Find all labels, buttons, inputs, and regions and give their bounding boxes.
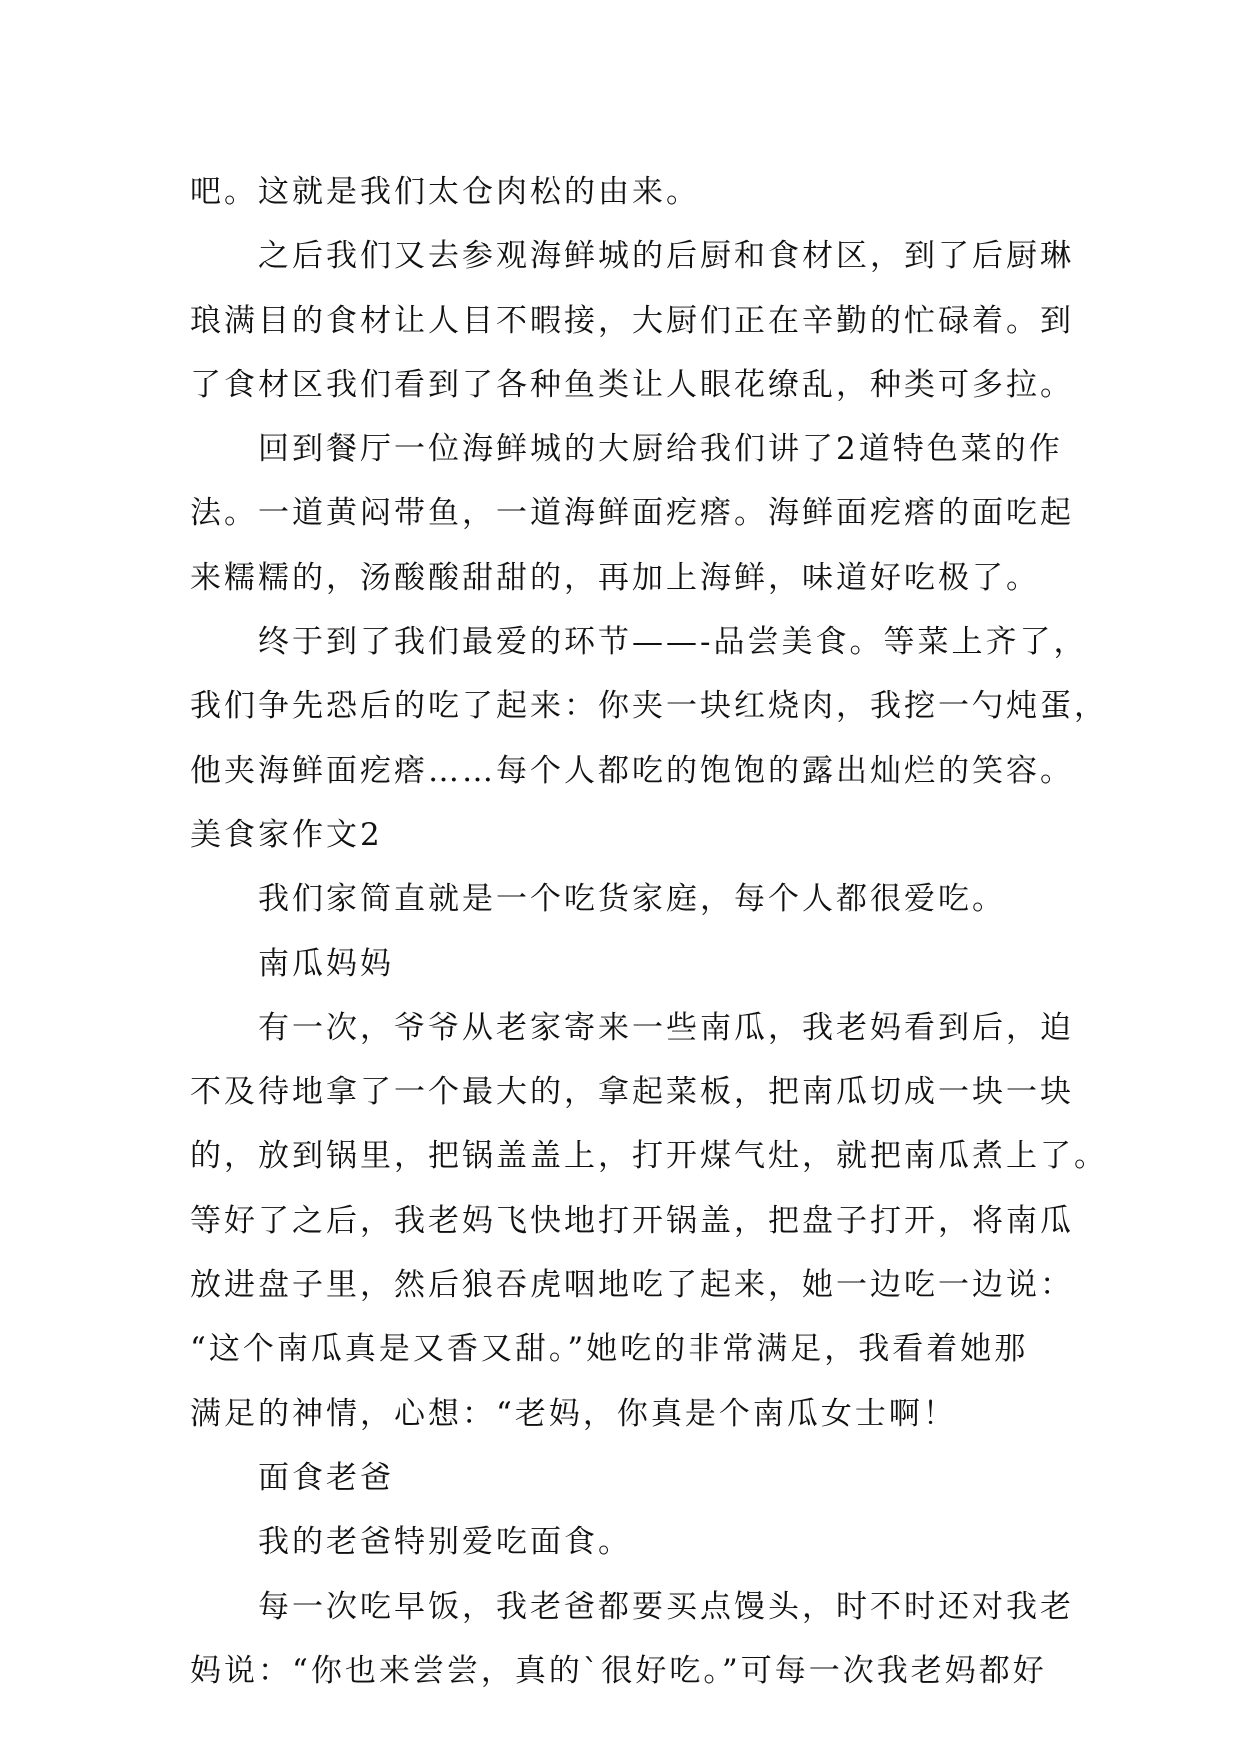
section-title: 美食家作文2 bbox=[190, 816, 383, 853]
text-line: 他夹海鲜面疙瘩……每个人都吃的饱饱的露出灿烂的笑容。 bbox=[190, 752, 1074, 789]
text-line: 吧。这就是我们太仓肉松的由来。 bbox=[190, 174, 700, 210]
text-line: 放进盘子里，然后狼吞虎咽地吃了起来，她一边吃一边说： bbox=[190, 1267, 1074, 1304]
text-line: 法。一道黄闷带鱼，一道海鲜面疙瘩。海鲜面疙瘩的面吃起 bbox=[190, 495, 1074, 532]
text-line: “这个南瓜真是又香又甜。”她吃的非常满足，我看着她那 bbox=[190, 1331, 1029, 1368]
text-line: 妈说：“你也来尝尝，真的`很好吃。”可每一次我老妈都好 bbox=[190, 1652, 1047, 1689]
text-line: 了食材区我们看到了各种鱼类让人眼花缭乱，种类可多拉。 bbox=[190, 366, 1074, 403]
text-line: 的，放到锅里，把锅盖盖上，打开煤气灶，就把南瓜煮上了。 bbox=[190, 1138, 1108, 1175]
text-line: 来糯糯的，汤酸酸甜甜的，再加上海鲜，味道好吃极了。 bbox=[190, 559, 1040, 596]
paragraph-start-line: 之后我们又去参观海鲜城的后厨和食材区，到了后厨琳 bbox=[258, 238, 1074, 275]
paragraph-start-line: 我们家简直就是一个吃货家庭，每个人都很爱吃。 bbox=[258, 881, 1006, 918]
text-line: 琅满目的食材让人目不暇接，大厨们正在辛勤的忙碌着。到 bbox=[190, 302, 1074, 339]
subsection-title: 面食老爸 bbox=[258, 1459, 394, 1496]
paragraph-start-line: 回到餐厅一位海鲜城的大厨给我们讲了2道特色菜的作 bbox=[258, 431, 1063, 468]
text-line: 满足的神情，心想：“老妈，你真是个南瓜女士啊！ bbox=[190, 1395, 957, 1432]
paragraph-start-line: 我的老爸特别爱吃面食。 bbox=[258, 1524, 632, 1561]
text-line: 不及待地拿了一个最大的，拿起菜板，把南瓜切成一块一块 bbox=[190, 1074, 1074, 1111]
paragraph-start-line: 有一次，爷爷从老家寄来一些南瓜，我老妈看到后，迫 bbox=[258, 1009, 1074, 1046]
paragraph-start-line: 终于到了我们最爱的环节——-品尝美食。等菜上齐了， bbox=[258, 624, 1088, 661]
document-body bbox=[190, 160, 1108, 1703]
paragraph-start-line: 每一次吃早饭，我老爸都要买点馒头，时不时还对我老 bbox=[258, 1588, 1074, 1625]
subsection-title: 南瓜妈妈 bbox=[258, 945, 394, 982]
text-line: 等好了之后，我老妈飞快地打开锅盖，把盘子打开，将南瓜 bbox=[190, 1202, 1074, 1239]
text-line: 我们争先恐后的吃了起来：你夹一块红烧肉，我挖一勺炖蛋， bbox=[190, 688, 1108, 725]
